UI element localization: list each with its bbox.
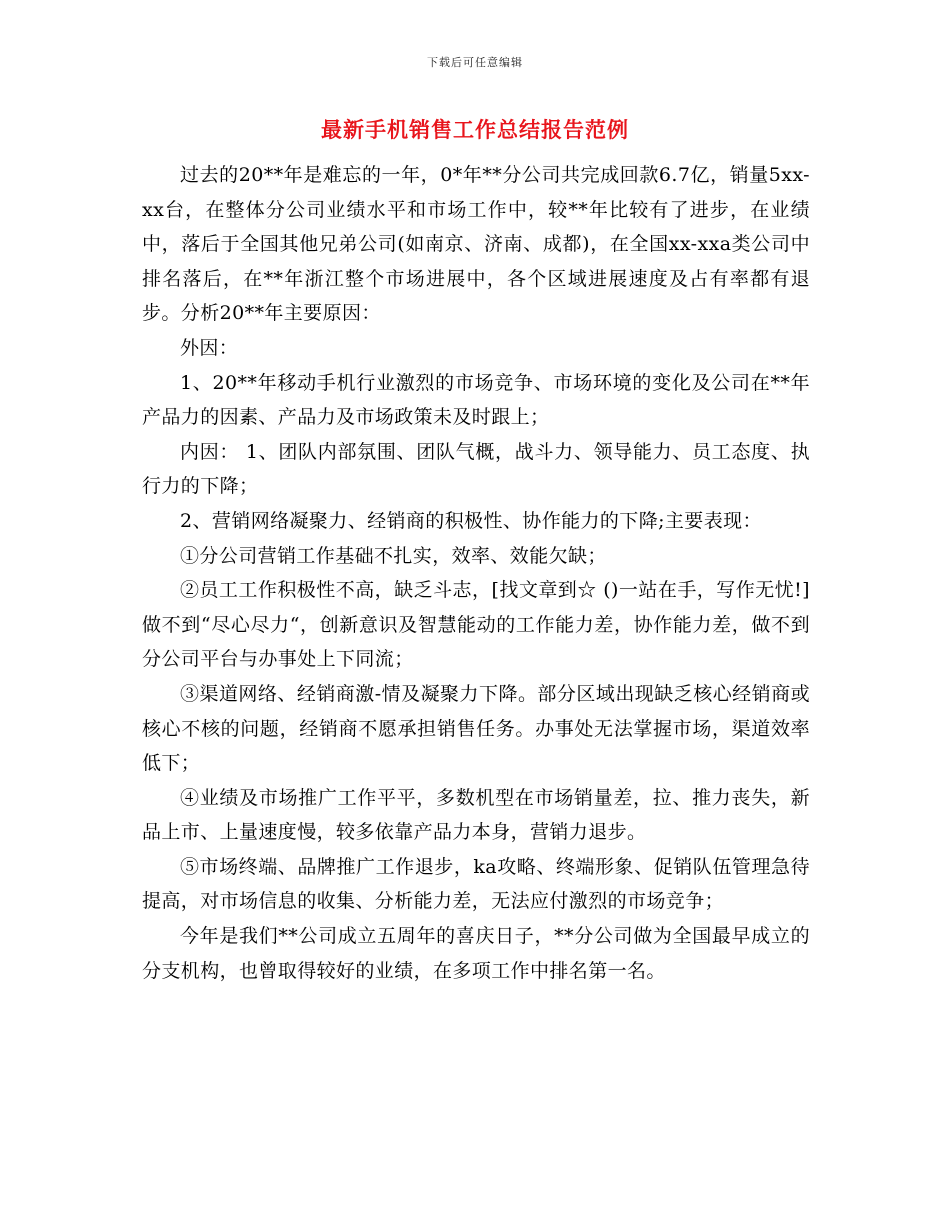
paragraph-intro: 过去的20**年是难忘的一年，0*年**分公司共完成回款6.7亿，销量5xx-xx台，在整体分公司业绩水平和市场工作中，较**年比较有了进步，在业绩中，落后于全国其他兄弟公司(如南京、济南、成都)，在全国xx-xxa类公司中排名落后，在**年浙江整个市场进展中，各个区域进展速度及占有率都有退步。分析20**年主要原因：	[142, 164, 810, 325]
paragraph-external-cause-1: 1、20**年移动手机行业激烈的市场竞争、市场环境的变化及公司在**年产品力的因素、产品力及市场政策未及时跟上；	[142, 371, 810, 429]
paragraph-internal-cause-1: 内因： 1、团队内部氛围、团队气概，战斗力、领导能力、员工态度、执行力的下降；	[142, 440, 810, 498]
paragraph-point-4: ④业绩及市场推广工作平平，多数机型在市场销量差，拉、推力丧失，新品上市、上量速度慢，较多依靠产品力本身，营销力退步。	[142, 786, 810, 844]
paragraph-point-1: ①分公司营销工作基础不扎实，效率、效能欠缺；	[180, 544, 607, 567]
paragraph-point-5: ⑤市场终端、品牌推广工作退步，ka攻略、终端形象、促销队伍管理急待提高，对市场信息的收集、分析能力差，无法应付激烈的市场竞争；	[142, 855, 810, 913]
header-note: 下载后可任意编辑	[427, 56, 523, 69]
document-title: 最新手机销售工作总结报告范例	[321, 117, 629, 142]
paragraph-internal-cause-2: 2、营销网络凝聚力、经销商的积极性、协作能力的下降;主要表现：	[180, 509, 762, 532]
document-body	[142, 158, 810, 988]
paragraph-anniversary: 今年是我们**公司成立五周年的喜庆日子，**分公司做为全国最早成立的分支机构，也曾取得较好的业绩，在多项工作中排名第一名。	[142, 925, 810, 982]
paragraph-point-3: ③渠道网络、经销商激-情及凝聚力下降。部分区域出现缺乏核心经销商或核心不核的问题，经销商不愿承担销售任务。办事处无法掌握市场，渠道效率低下；	[142, 682, 810, 775]
paragraph-point-2: ②员工工作积极性不高，缺乏斗志，[找文章到☆ ()一站在手，写作无忧!]做不到“尽心尽力“，创新意识及智慧能动的工作能力差，协作能力差，做不到分公司平台与办事处上下同流；	[142, 579, 810, 671]
paragraph-external-causes-heading: 外因：	[180, 336, 239, 359]
